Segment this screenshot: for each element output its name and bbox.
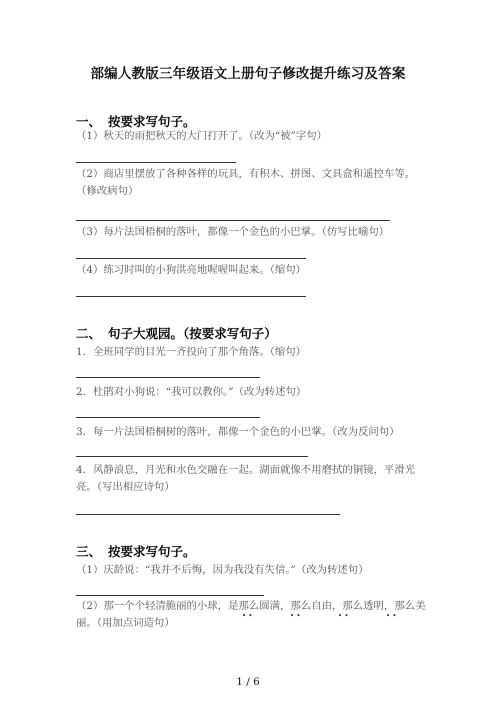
question-2-3: 3．每一片法国梧桐树的落叶，都像一个金色的小巴掌。（改为反问句） [76,426,400,438]
emphasis-dots: • • [290,612,301,620]
question-2-1: 1．全班同学的目光一齐投向了那个角落。（缩句） [76,346,307,358]
answer-line [76,258,306,259]
section-heading-3 [76,542,196,560]
answer-line [76,417,260,418]
emphasis-dots: • • [386,612,397,620]
section-title: 句子大观园。（按要求写句子） [108,326,277,341]
question-1-3: （3）每片法国梧桐的落叶，都像一个金色的小巴掌。（仿写比喻句） [76,226,390,238]
section-number: 二、 [76,326,102,341]
answer-line [76,514,340,515]
answer-line [76,377,260,378]
emphasis-dots: • • [338,612,349,620]
section-title: 按要求写句子。 [108,544,196,559]
question-2-2: 2．杜鹃对小狗说：“我可以教你。”（改为转述句） [76,386,307,398]
question-1-1: （1）秋天的雨把秋天的大门打开了。（改为“被”字句） [76,130,328,142]
answer-line [76,296,306,297]
emphasis-dots: • • [242,612,253,620]
question-3-2: （2）那一个个轻清脆丽的小球，是那么圆满，那么自由，那么透明，那么美丽。（用加点词造句） [76,600,426,629]
question-2-4: 4．风静浪息，月光和水色交融在一起。湖面就像不用磨拭的铜镜，平滑光亮。（写出相应诗句） [76,464,416,493]
page-title: 部编人教版三年级语文上册句子修改提升练习及答案 [90,66,406,82]
answer-line [76,595,264,596]
section-title: 按要求写句子。 [108,114,196,129]
page-number: 1 / 6 [236,676,260,688]
question-1-2: （2）商店里摆放了各种各样的玩具，有积木、拼图、文具盒和遥控车等。（修改病句） [76,168,416,197]
question-3-1: （1）庆龄说：“我并不后悔，因为我没有失信。”（改为转述句） [76,564,369,576]
answer-line [76,456,308,457]
section-heading-2 [76,324,277,342]
question-1-4: （4）练习时叫的小狗洪亮地喔喔叫起来。（缩句） [76,264,307,276]
section-number: 三、 [76,544,102,559]
section-number: 一、 [76,114,102,129]
answer-line [76,162,236,163]
answer-line [76,220,390,221]
